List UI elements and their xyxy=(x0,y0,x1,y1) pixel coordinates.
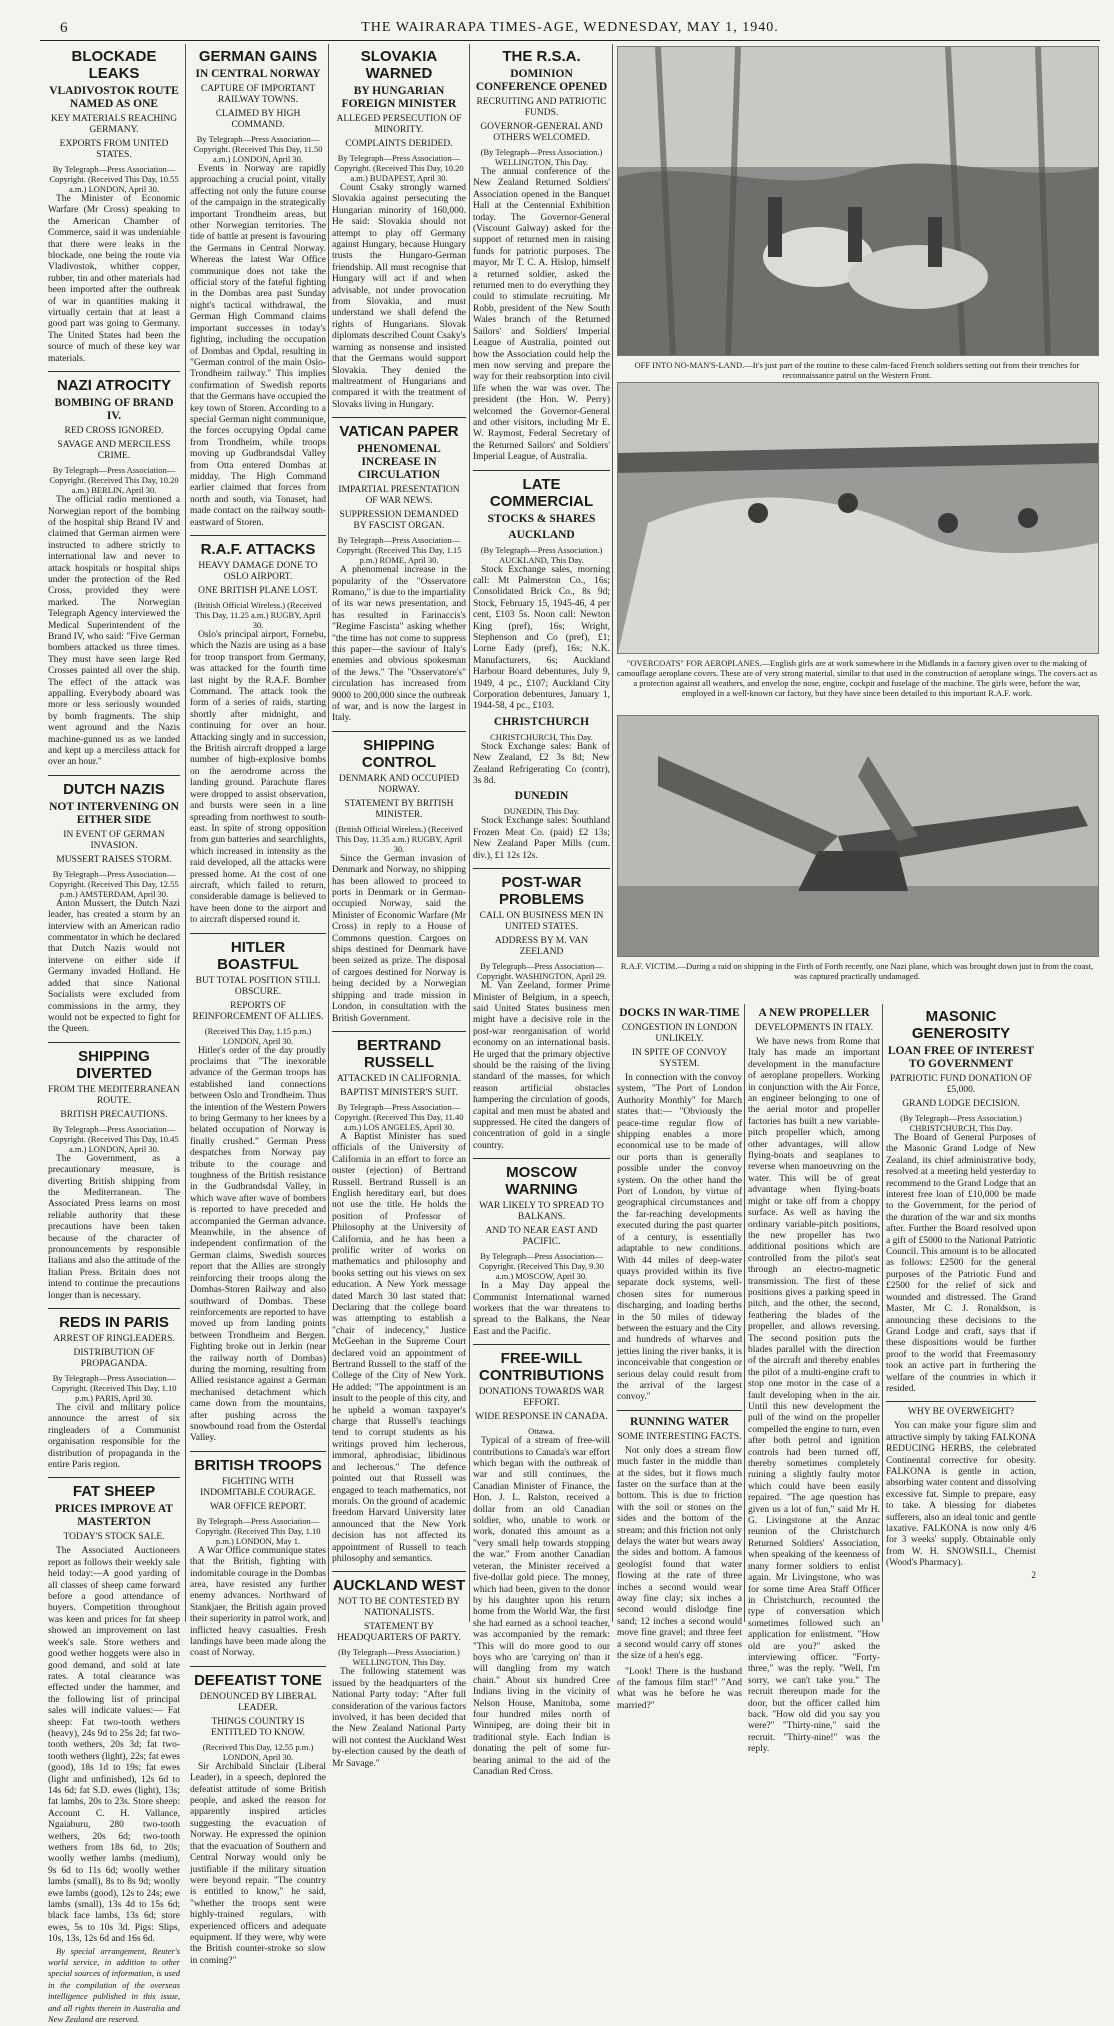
article-body: Typical of a stream of free-will contributions to Canada's war effort which began with the outbreak of war and still continues, the Canadian Minister of Finance, the Hon. J. L. Ralston, received a dollar from an old Canadian soldier, who, unable to work or work, donated this amount as a "very small help towards stopping the war." From another Canadian veteran, the Minister received a five-dollar gold piece. The money, which had been, given to the donor by his daughter upon his return home from the World War, the first she had earned as a school teacher, was accompanied by the remark: "This will do more good to our boys who are 'carrying on' than it will dangling from my watch chain." About six hundred Cree Indians living in the vicinity of Nelson House, Manitoba, some four hundred miles north of Winnipeg, are doing their bit in traditional style. Each Indian is donating the pelt of some fur-bearing animal to the aid of the Canadian Red Cross. xyxy=(473,1436,610,1777)
article-body: The Government, as a precautionary measure, is diverting British shipping from the Mediterranean. The Associated Press learns on most reliable authority that these precautions have been taken because of the character of pronouncements by responsible Italians and also the attitude of the Italian Press. Britain does not intend to continue the precautions longer than is necessary. xyxy=(48,1153,180,1301)
column-2 xyxy=(190,44,326,1966)
headline: BRITISH TROOPS xyxy=(194,1456,322,1474)
newspaper-title: THE WAIRARAPA TIMES-AGE, WEDNESDAY, MAY 1, 1940. xyxy=(361,20,779,35)
article-body: The annual conference of the New Zealand Returned Soldiers' Association opened in the Banquet Hall at the Centennial Exhibition today. The Governor-General (Viscount Galway) asked for the support of returned men in raising funds for patriotic purposes. The mayor, Mr T. C. A. Hislop, himself a returned soldier, asked the returned men to do everything they could to stimulate recruiting. Mr Robb, president of the New South Wales branch of the Returned Sailors' and Soldiers' Imperial League of Australia, pointed out how the Association could help the men now serving and prepare the way for their reabsorption into civil life when the war was over. The president (the Hon. W. Perry) welcomed the Governor-General and other visitors, including Mr E. W. Raymost, Federal Secretary of the Returned Sailors' and Soldiers' Imperial League, of Australia. xyxy=(473,167,610,463)
headline: GERMAN GAINS xyxy=(198,48,318,65)
divider xyxy=(332,417,466,418)
deck: REPORTS OF REINFORCEMENT OF ALLIES. xyxy=(192,1000,324,1022)
deck: BAPTIST MINISTER'S SUIT. xyxy=(340,1087,458,1098)
headline: VATICAN PAPER xyxy=(339,423,459,441)
headline: NAZI ATROCITY xyxy=(56,377,172,395)
deck: CALL ON BUSINESS MEN IN UNITED STATES. xyxy=(479,911,604,933)
deck: AND TO NEAR EAST AND PACIFIC. xyxy=(485,1226,598,1248)
divider xyxy=(473,868,610,869)
column-propeller xyxy=(748,1004,880,1755)
column-rule xyxy=(185,44,186,1622)
dateline: By Telegraph—Press Association—Copyright. (Received This Day, 12.55 p.m.) AMSTERDAM, April 30. xyxy=(49,868,179,899)
dateline: (British Official Wireless.) (Received This Day, 11.35 a.m.) RUGBY, April 30. xyxy=(335,823,463,854)
article-body: Stock Exchange sales, morning call: Mt Palmerston Co., 16s; Consolidated Brick Co., 8s 9d; Stock, February 15, 1945-46, 4 per cent, £103 5s. Noon call: Newton King (pref), 16s; Wright, Stephenson and Co (pref), £1; Lorne Eady (pref), 16s; N.K. Manufacturers, 6s; Auckland Harbour Board debentures, July 9, 1949, 4 pc., £107; Auckland City Corporation debentures, January 1, 1944-58, 4 pc., £103. xyxy=(473,564,610,712)
ad-headline: WHY BE OVERWEIGHT? xyxy=(907,1407,1015,1418)
dateline: DUNEDIN, This Day. xyxy=(503,806,580,817)
subheadline: BOMBING OF BRAND IV. xyxy=(54,397,174,423)
dateline: Ottawa. xyxy=(528,1426,555,1437)
article-fat-sheep xyxy=(48,1483,180,2025)
dateline: CHRISTCHURCH, This Day. xyxy=(490,731,593,742)
article-auckland-west xyxy=(332,1577,466,1770)
deck: CONGESTION IN LONDON UNLIKELY. xyxy=(621,1023,738,1044)
deck: GRAND LODGE DECISION. xyxy=(902,1099,1020,1109)
article-bertrand-russell xyxy=(332,1037,466,1565)
deck: MUSSERT RAISES STORM. xyxy=(56,854,172,865)
article-late-commercial xyxy=(473,476,610,863)
deck: IN EVENT OF GERMAN INVASION. xyxy=(63,829,165,851)
headline: BERTRAND RUSSELL xyxy=(356,1036,442,1071)
headline: SHIPPING CONTROL xyxy=(361,736,437,771)
footnote: By special arrangement, Reuter's world service, in addition to other special sources of information, is used in the compilation of the overseas intelligence published in this issue, and all rights therein in Australia and New Zealand are reserved. xyxy=(48,1945,180,2025)
headline: R.A.F. ATTACKS xyxy=(200,541,316,558)
article-body: A Baptist Minister has sued officials of the University of California in an effort to force an ouster (ejection) of Bertrand Russell. Bertrand Russell is an English hereditary earl, but does not use the title. He holds the position of Professor of Philosophy at the University of California, and he has been a prolific writer of works on mathematics and philosophy and books setting out his views on sex education. A New York message dated March 30 last stated that: Declaring that the college board was attempting to establish a "chair of indecency," Justice McGeehan in the Supreme Court declared void an appointment of Bertrand Russell to the staff of the College of the City of New York. He added: "The appointment is an insult to the people of this city, and he upheld a woman taxpayer's charge that Russell's teachings tend to corrupt students as his writings proved him lecherous, immoral, aphrodisiac, libidinous and lecherous." The defence pointed out that Russell was engaged to teach mathematics, not morals. On the ground of academic freedom Harvard University later announced that the New York decision has not affected its appointment of Russell to teach philosophy and semantics. xyxy=(332,1131,467,1564)
section-dunedin: DUNEDIN xyxy=(514,790,569,803)
article-body: We have news from Rome that Italy has made an important development in the manufacture of aeroplane propellers. Working in conjunction with the Air Force, an engineer belonging to one of the aerial motor and propeller factories has built a new variable-pitch propeller which, among other advantages, will allow flying-boats and seaplanes to reverse when manoeuvring on the water. This will be of great advantage when flying-boats might or take off from a choppy surface. As well as having the ordinary variable-pitch positions, the new propeller has two additional positions which are controlled from the pilot's seat through an electro-magnetic transmission. The first of these positions gives a parking speed in pitch, and the other, the second, feathering the blades of the propeller, and allows reversing. The second position puts the blades parallel with the direction of the aircraft and thereby enables the pilot of a multi-engine craft to stop one motor in the case of a fault developing when in the air. Until this new development the pull of the wind on the propeller compelled the engine to turn, even after both petrol and ignition controls had been turned off, thereby sometimes completely ruining a slightly faulty motor which could have been easily repaired. "The age question has given us a lot of fun," said Mr H. G. Livingstone at the Anzac reunion of the Christchurch Returned Soldiers' Association, when speaking of the keenness of many former soldiers to enlist again. Mr Livingstone, who was for some time Area Staff Officer in Christchurch, recounted the type of conversation which sometimes followed such an application for enlistment. "How old are you?" asked the interviewing officer. "Forty-three," was the reply. "Well, I'm sorry, we can't take you." The recruit thereupon made for the door, but the officer called him back. "How old did you say you were?" "Thirty-nine," said the recruit. "Thirty-nine!" was the reply. xyxy=(748,1037,880,1755)
article-body: Hitler's order of the day proudly proclaims that "The inexorable advance of the German troops has established land connections between Oslo and Trondheim. Thus the intention of the Western Powers to bring Germany to her knees by a belated occupation of Norway is finally crushed." German Press despatches from Norway pay tribute to the courage and toughness of the British resistance in the Gudbrandsdal Valley, in which wave after wave of bombers is reported to have preceded and accompanied the German advance. Meanwhile, in the absence of independent confirmation of the German claims, Swedish sources report that the Allies are strongly reinforcing their troops along the Dombas-Storen Railway and also southward of Dombas. These reinforcements are reported to have moved up from landing points between Trondheim and Bergen. Fighting broke out in Jerkin (near the railway north of Dombas) during the morning, resulting from Allied resistance against a German mechanised detachment which came down from the mountains, after pushing across the snowbound road from the Osterdal Valley. xyxy=(190,1045,326,1444)
divider xyxy=(190,535,326,536)
article-body: Events in Norway are rapidly approaching a crucial point, vitally affecting not only the future course of the campaign in the strategically important Trondheim areas, but other Norwegian territories. The tide of battle at present is favouring the Germans in Central Norway. Whereas the latest War Office communique does not take the official story of the fateful fighting in the Dombas area past Sunday night's tactical withdrawal, the German High Command claims important successes in today's fighting, including the occupation of Dombas and Opdal, resulting in "German control of the main Oslo-Trondheim railway." This implies confirmation of Swedish reports that the Germans have occupied the key town of Storen. According to a special German night communique, the forces occupying Opdal came from Trondheim, while troops moving up Gudbrandsdal Valley from Otta entered Dombas at midday. The High Command earlier claimed that forces from north and south, via Tonaset, had made contact on the railway south-eastward of Storen. xyxy=(190,164,326,528)
divider xyxy=(190,1451,326,1452)
column-4 xyxy=(473,44,610,1777)
article-body: The Board of General Purposes of the Masonic Grand Lodge of New Zealand, its chief administrative body, resolved at a meeting held yesterday to recommend to the Grand Lodge that an interest free loan of £10,000 be made to the Government, for the period of the duration of the war and six months after. Further the Board resolved upon a gift of £5000 to the National Patriotic Council. This amount is to be allocated as follows: £2500 for the general purposes of the Patriotic Fund and £2500 for the relief of sick and wounded and distressed. The Grand Master, Mr C. J. Ronaldson, is announcing these decisions to the Grand Lodge and craft, says that if these dispositions would be further proof to the world that Freemasonry took an active part in furthering the welfare of the countries in which it resided. xyxy=(886,1133,1036,1394)
headline: MASONIC GENEROSITY xyxy=(911,1008,1011,1042)
divider xyxy=(190,933,326,934)
advertisement-falkona xyxy=(886,1407,1036,1581)
subheadline: STOCKS & SHARES xyxy=(487,512,596,525)
deck: ARREST OF RINGLEADERS. xyxy=(53,1334,175,1344)
photo-block-2 xyxy=(617,382,1097,698)
dateline: (By Telegraph—Press Association.) WELLINGTON, This Day. xyxy=(338,1647,460,1668)
subheadline: PHENOMENAL INCREASE IN CIRCULATION xyxy=(357,443,441,482)
article-dutch-nazis xyxy=(48,781,180,1036)
article-vatican-paper xyxy=(332,423,466,725)
article-blockade-leaks xyxy=(48,48,180,365)
headline: AUCKLAND WEST xyxy=(332,1577,466,1595)
deck: WIDE RESPONSE IN CANADA. xyxy=(475,1412,608,1423)
headline: MOSCOW WARNING xyxy=(505,1164,578,1199)
dateline: By Telegraph—Press Association—Copyright. (Received This Day, 1.10 p.m.) PARIS, April 30. xyxy=(51,1373,177,1403)
column-rule xyxy=(328,44,329,1622)
article-body: The official radio mentioned a Norwegian report of the bombing of the hospital ship Brand IV and claimed that German airmen were instructed to adhere strictly to international law and never to attack hospitals or hospital ships under the protection of the Red Cross, provided they were marked. The Norwegian Telegraph Agency interviewed the Medical Superintendent of the Brand IV, who said: "Five German bombers attacked us three times. They must have seen large Red Crosses painted all over the ship. The effect of the attack was appalling. Everybody aboard was more or less seriously wounded by bomb fragments. The ship went aground and the Nazis machine-gunned us as we landed and kept up a merciless attack for over an hour." xyxy=(48,495,180,768)
headline: POST-WAR PROBLEMS xyxy=(498,874,584,909)
photo-caption: R.A.F. VICTIM.—During a raid on shipping in the Firth of Forth recently, one Nazi plane, which was brought down just in from the coast, was captured practically undamaged. xyxy=(620,961,1094,981)
subheadline: NOT INTERVENING ON EITHER SIDE xyxy=(49,800,179,826)
column-rule xyxy=(469,44,470,1622)
article-british-troops xyxy=(190,1457,326,1660)
divider xyxy=(332,731,466,732)
article-slovakia-warned xyxy=(332,48,466,411)
article-body: The following statement was issued by the headquarters of the National Party today: "After full consideration of the various factors involved, it has been decided that the New Zealand National Party will not contest the Auckland West by-election caused by the death of Mr Savage." xyxy=(332,1667,467,1769)
deck: IN SPITE OF CONVOY SYSTEM. xyxy=(631,1048,728,1069)
deck: PATRIOTIC FUND DONATION OF £5,000. xyxy=(890,1074,1032,1095)
article-body: A War Office communique states that the British, fighting with indomitable courage in the Dombas area, have resisted any further enemy advances. Northward of Stankjaer, the British again proved their superiority in patrol work, and inflicted heavy casualties. Fresh landings have been made along the coast of Norway. xyxy=(190,1545,326,1659)
dateline: (By Telegraph—Press Association.) WELLINGTON, This Day. xyxy=(480,147,603,167)
headline: A NEW PROPELLER xyxy=(758,1007,870,1019)
article-body: The Associated Auctioneers report as follows their weekly sale held today:—A good yarding of all classes of sheep came forward before a good attendance of buyers. Competition throughout was keen and prices for fat sheep showed an improvement on last week's sale. Store wethers and good wether hoggets were also in good demand, and sold at late rates. A total clearance was effected under the hammer, and the following list of principal sales will indicate values:— Fat sheep: Fat two-tooth wethers (heavy), 24s 9d to 25s 2d; fat two-tooth wethers, 20s 3d; fat two-tooth wethers (light), 22s; fat ewes (good), 18s 1d to 19s; fat ewes (light and unfinished), 12s 6d to 14s 6d; fat S.D. ewes (light), 13s; fat lambs, 20s to 23s. Store sheep: Account C. H. Vallance, Ngaiaburu, 280 two-tooth wethers, 20s 6d; two-tooth wethers from 18s 6d, to 20s; woolly wether lambs (medium), 9s 6d to 11s 6d; woolly wether lambs (small), 8s to 8s 9d; woolly ewe lambs (good), 12s to 24s; ewe lambs (small), 13s 4d to 15s 6d; black face lambs, 13s 6d; store ewes, 5s to 10s 3d. Pigs: Slips, 10s, 13s, 12s 6d and 16s 6d. xyxy=(48,1546,180,1945)
article-body: The civil and military police announce the arrest of six ringleaders of a Communist organisation responsible for the distribution of propaganda in the entire Paris region. xyxy=(48,1403,180,1471)
article-shipping-diverted xyxy=(48,1048,180,1302)
headline: DOCKS IN WAR-TIME xyxy=(619,1007,740,1019)
subheadline: LOAN FREE OF INTEREST TO GOVERNMENT xyxy=(887,1045,1035,1070)
deck: BUT TOTAL POSITION STILL OBSCURE. xyxy=(195,975,321,997)
photo-nazi-plane-image xyxy=(618,716,1098,956)
deck: SAVAGE AND MERCILESS CRIME. xyxy=(57,440,171,462)
photo-caption: "OVERCOATS" FOR AEROPLANES.—English girls are at work somewhere in the Midlands in a factory given over to the making of camouflage aeroplane covers. These are of very strong material, similar to that used in the construction of aeroplane wings. The covers act as a protection against all weathers, and envelop the nose, engine, cockpit and fuselage of the machine. The girls were, before the war, employed in a well-known car factory, but they have since been detailed to this important R.A.F. work. xyxy=(617,658,1097,698)
section-christchurch: CHRISTCHURCH xyxy=(493,715,590,728)
deck: FIGHTING WITH INDOMITABLE COURAGE. xyxy=(200,1476,316,1498)
article-masonic-generosity xyxy=(886,1008,1036,1395)
deck: HEAVY DAMAGE DONE TO OSLO AIRPORT. xyxy=(198,561,318,582)
subheadline: BY HUNGARIAN FOREIGN MINISTER xyxy=(341,85,457,110)
dateline: By Telegraph—Press Association—Copyright. (Received This Day, 10.55 a.m.) LONDON, April 30. xyxy=(49,164,179,194)
dateline: By Telegraph—Press Association—Copyright. (Received This Day, 1.15 p.m.) ROME, April 30. xyxy=(336,535,462,566)
deck: EXPORTS FROM UNITED STATES. xyxy=(59,139,169,160)
deck: DISTRIBUTION OF PROPAGANDA. xyxy=(73,1348,155,1369)
deck: DEVELOPMENTS IN ITALY. xyxy=(754,1023,874,1033)
headline: SHIPPING DIVERTED xyxy=(76,1047,152,1082)
photo-block-1 xyxy=(617,46,1097,380)
article-body: Sir Archibald Sinclair (Liberal Leader), in a speech, deplored the defeatist attitude of some British people, and asked the reason for apparently inspired articles suggesting the evacuation of Norway. He expressed the opinion that the evacuation of Southern and Central Norway would only be justifiable if the military situation were beyond repair. "The country is entitled to know," he said, "whether the troops sent were highly-trained regulars, with experienced officers and adequate equipment. If they were, why were the British counter-stroke so slow in coming?" xyxy=(190,1761,326,1966)
article-body: Anton Mussert, the Dutch Nazi leader, has created a storm by an interview with an American radio commentator in which he declared that Dutch Nazis would not intervene on either side if Germany invaded Holland. He added that since National Socialists were excluded from commissions in the army, they would not be expected to fight for the Queen. xyxy=(48,898,180,1035)
article-nazi-atrocity xyxy=(48,377,180,769)
deck: ONE BRITISH PLANE LOST. xyxy=(198,586,318,596)
dateline: By Telegraph—Press Association—Copyright. WASHINGTON, April 29. xyxy=(476,961,607,982)
headline: REDS IN PARIS xyxy=(59,1314,169,1331)
column-1 xyxy=(48,44,180,2025)
divider xyxy=(886,1401,1036,1402)
headline: FREE-WILL CONTRIBUTIONS xyxy=(479,1350,604,1385)
deck: BRITISH PRECAUTIONS. xyxy=(60,1109,168,1120)
divider xyxy=(48,1308,180,1309)
article-body: Count Csaky strongly warned Slovakia against persecuting the Hungarian minority of 160,000. He said: Slovakia should not attempt to play off Germany against Hungary, because Hungary trusts the Hungaro-German friendship. All must recognise that Hungary will act if and when advisable, not under provocation from Slovakia, and must understand we shall defend the rights of Hungarians. Slovak diplomats described Count Csaky's warning as nonsense and insisted that the Germans would support Slovakia. They denied the maltreatment of Hungarians and compared it with the treatment of Slovaks living in Hungary. xyxy=(332,183,466,410)
deck: ALLEGED PERSECUTION OF MINORITY. xyxy=(336,114,462,135)
deck: STATEMENT BY BRITISH MINISTER. xyxy=(344,798,454,820)
column-masonic xyxy=(886,1004,1036,1622)
dateline: By Telegraph—Press Association—Copyright. (Received This Day, 11.50 a.m.) LONDON, April 30. xyxy=(193,134,323,164)
photo-soldiers xyxy=(617,46,1099,356)
deck: RED CROSS IGNORED. xyxy=(64,426,164,437)
column-rule xyxy=(882,1004,883,1622)
headline: THE R.S.A. xyxy=(502,48,581,65)
headline: DUTCH NAZIS xyxy=(63,780,165,798)
article-raf-attacks xyxy=(190,541,326,927)
deck: IMPARTIAL PRESENTATION OF WAR NEWS. xyxy=(338,485,460,507)
deck: CAPTURE OF IMPORTANT RAILWAY TOWNS. xyxy=(200,84,316,105)
article-body: The Minister of Economic Warfare (Mr Cross) speaking to the American Chamber of Commerce, said it was undeniable that there were leaks in the blockade, one being the route via Vladivostok, whither copper, rubber, tin and other materials had been imported after the outbreak of war in quantities making it virtually certain that at least a good part was going to Germany. The United States had been the source of much of these key war materials. xyxy=(48,194,180,364)
dateline: By Telegraph—Press Association—Copyright. (Received This Day, 9.30 a.m.) MOSCOW, April 30. xyxy=(478,1251,605,1282)
dateline: By Telegraph—Press Association—Copyright. (Received This Day, 11.40 a.m.) LOS ANGELES, April 30. xyxy=(334,1101,464,1132)
article-body: Stock Exchange sales: Bank of New Zealand, £2 3s 8d; New Zealand Refrigerating Co (contr), 3s 8d. xyxy=(473,741,610,787)
deck: COMPLAINTS DERIDED. xyxy=(345,139,453,149)
article-body: In connection with the convoy system, "The Port of London Authority Monthly" for March states that:— "Obviously the peace-time regular flow of shipping enables a more economical use to be made of our ports than is generally possible under the convoy system. On the other hand the Port of London, by virtue of geographical circumstances and the far-reaching developments executed during the past quarter of a century, is essentially adaptable to new conditions. With 44 miles of deep-water quays provided within its five separate dock systems, well-chosen sites for numerous discharging, and loading berths in the 50 miles of tideway between the estuary and the City and hundreds of wharves and jetties lining the river banks, it is inconceivable that congestion or serious delay could result from the arrival of the largest convoy." xyxy=(617,1073,742,1403)
dateline: (Received This Day, 1.15 p.m.) LONDON, April 30. xyxy=(204,1025,312,1046)
photo-aeroplane-covers-image xyxy=(618,383,1098,653)
divider xyxy=(48,1042,180,1043)
dateline: By Telegraph—Press Association—Copyright. (Received This Day, 10.20 a.m.) BERLIN, April 30. xyxy=(49,465,179,496)
column-docks xyxy=(617,1004,742,1711)
subheadline: DOMINION CONFERENCE OPENED xyxy=(475,68,608,93)
photo-aeroplane-covers xyxy=(617,382,1099,654)
headline: DEFEATIST TONE xyxy=(194,1671,322,1689)
deck: RECRUITING AND PATRIOTIC FUNDS. xyxy=(476,97,607,118)
dateline: (By Telegraph—Press Association.) CHRISTCHURCH, This Day. xyxy=(900,1113,1022,1133)
divider xyxy=(473,1158,610,1159)
deck: ATTACKED IN CALIFORNIA. xyxy=(336,1073,462,1084)
article-post-war-problems xyxy=(473,874,610,1152)
headline: BLOCKADE LEAKS xyxy=(71,48,157,82)
subheadline: VLADIVOSTOK ROUTE NAMED AS ONE xyxy=(49,85,179,110)
deck: DENMARK AND OCCUPIED NORWAY. xyxy=(338,773,460,795)
deck: SOME INTERESTING FACTS. xyxy=(617,1431,742,1442)
article-body: Since the German invasion of Denmark and Norway, no shipping has been allowed to proceed to ports in Denmark or in German-occupied Norway, said the Minister of Economic Warfare (Mr Cross) in reply to a House of Commons question. Cargoes on ships destined for Denmark have been seized as prize. The disposal of cargoes destined for Norway is being decided by a Norwegian shipping and trade mission in London, in consultation with the British Government. xyxy=(332,853,466,1024)
article-body: M. Van Zeeland, former Prime Minister of Belgium, in a speech, said United States business men might have a decisive role in the post-war reorganisation of world economy on an international basis. He urged that the primary objective should be the raising of the living standard of the masses, for which reason artificial obstacles hampering the circulation of goods, capital and men must be abated and suppressed. He cited the dangers of concentration of gold in a single country. xyxy=(473,981,610,1151)
photo-nazi-plane xyxy=(617,715,1099,957)
photo-block-3 xyxy=(617,715,1097,981)
article-shipping-control xyxy=(332,737,466,1025)
deck: STATEMENT BY HEADQUARTERS OF PARTY. xyxy=(337,1622,461,1644)
deck: CLAIMED BY HIGH COMMAND. xyxy=(215,109,301,130)
divider xyxy=(48,775,180,776)
dateline: By Telegraph—Press Association—Copyright. (Received This Day, 1.10 p.m.) LONDON, May 1. xyxy=(195,1515,321,1546)
divider xyxy=(473,470,610,471)
headline: LATE COMMERCIAL xyxy=(489,475,594,510)
masthead xyxy=(40,18,1100,41)
column-rule xyxy=(612,44,613,1622)
column-rule xyxy=(744,1004,745,1622)
article-rsa xyxy=(473,48,610,464)
headline: FAT SHEEP xyxy=(72,1483,156,1501)
headline: SLOVAKIA WARNED xyxy=(360,48,438,82)
joke: "Look! There is the husband of the famous film star!" "And what was he before he was married?" xyxy=(617,1666,742,1711)
deck: THINGS COUNTRY IS ENTITLED TO KNOW. xyxy=(210,1716,306,1738)
section-auckland: AUCKLAND xyxy=(508,528,575,541)
divider xyxy=(190,1666,326,1667)
article-new-propeller xyxy=(748,1007,880,1756)
article-body: Stock Exchange sales: Southland Frozen Meat Co. (paid) £2 13s; New Zealand Paper Mills (cum. div.), £1 12s 12s. xyxy=(473,816,610,861)
divider xyxy=(48,1477,180,1478)
article-body: Not only does a stream flow much faster in the middle than at the sides, but it flows much faster on the surface than at the bottom. This is due to friction with the soil or stones on the sides and the bottom of the stream; and this friction not only delays the water but wears away the sides and bottom. A famous geologist found that water flowing at the rate of three inches a second would wear away fine clay; six inches a second would dislodge fine sand; 12 inches a second would move fine gravel; and three feet a second would carry off stones the size of a hen's egg. xyxy=(617,1445,742,1662)
deck: NOT TO BE CONTESTED BY NATIONALISTS. xyxy=(338,1597,460,1619)
ad-body: You can make your figure slim and attractive simply by taking FALKONA REDUCING HERBS, the celebrated Continental corrective for obesity. FALKONA is gentle in action, absorbing water content and dissolving excessive fat. Simple to prepare, easy to take. A blessing for diabetes sufferers, also an ideal tonic and gentle laxative. FALKONA is now only 4/6 for 3 weeks' supply. Obtainable only from W. H. SNOWSILL, Chemist (Wood's Pharmacy). xyxy=(886,1421,1036,1569)
dateline: (By Telegraph—Press Association.) AUCKLAND, This Day. xyxy=(480,544,603,565)
divider xyxy=(332,1571,466,1572)
article-hitler-boastful xyxy=(190,939,326,1445)
subheadline: PRICES IMPROVE AT MASTERTON xyxy=(55,1503,173,1529)
article-defeatist-tone xyxy=(190,1672,326,1967)
dateline: By Telegraph—Press Association—Copyright. (Received This Day, 10.20 a.m.) BUDAPEST, April 30. xyxy=(334,153,464,183)
subheadline: IN CENTRAL NORWAY xyxy=(195,68,321,80)
deck: ADDRESS BY M. VAN ZEELAND xyxy=(494,936,589,958)
deck: WAR LIKELY TO SPREAD TO BALKANS. xyxy=(479,1201,604,1223)
article-docks-in-war-time xyxy=(617,1007,742,1404)
divider xyxy=(473,1344,610,1345)
article-reds-in-paris xyxy=(48,1314,180,1471)
deck: DONATIONS TOWARDS WAR EFFORT. xyxy=(478,1387,605,1409)
deck: KEY MATERIALS REACHING GERMANY. xyxy=(50,114,178,135)
article-moscow-warning xyxy=(473,1164,610,1338)
page-number: 6 xyxy=(60,20,69,36)
dateline: (British Official Wireless.) (Received This Day, 11.25 a.m.) RUGBY, April 30. xyxy=(194,600,322,630)
dateline: (Received This Day, 12.55 p.m.) LONDON, April 30. xyxy=(202,1741,314,1762)
photo-caption: OFF INTO NO-MAN'S-LAND.—It's just part of the routine to these calm-faced French soldiers setting out from their trenches for reconnaissance patrol on the Western Front. xyxy=(634,360,1080,380)
deck: GOVERNOR-GENERAL AND OTHERS WELCOMED. xyxy=(480,122,603,143)
article-german-gains xyxy=(190,48,326,529)
page-marker: 2 xyxy=(1031,1569,1036,1580)
article-body: In a May Day appeal the Communist International warned workers that the war threatens to spread to the Balkans, the Near East and the Pacific. xyxy=(473,1281,610,1337)
deck: TODAY'S STOCK SALE. xyxy=(63,1532,165,1543)
article-body: A phenomenal increase in the popularity of the "Osservatore Romano," is due to the impartiality of its war news presentation, and has resulted in Farinaccis's "Regime Fascista" asking whether "the time has not come to suppress this paper—the saviour of Italy's enemies and obvious spokesman of the Jews." The "Osservatore's" circulation has increased from 9000 to 200,000 since the outbreak of war, and is now the largest in Italy. xyxy=(332,565,466,724)
deck: DENOUNCED BY LIBERAL LEADER. xyxy=(199,1691,317,1713)
article-free-will-contributions xyxy=(473,1350,610,1778)
deck: FROM THE MEDITERRANEAN ROUTE. xyxy=(48,1084,180,1106)
column-3 xyxy=(332,44,467,1769)
headline: HITLER BOASTFUL xyxy=(217,938,299,973)
dateline: By Telegraph—Press Association—Copyright. (Received This Day, 10.45 a.m.) LONDON, April 30. xyxy=(49,1123,179,1154)
deck: WAR OFFICE REPORT. xyxy=(209,1501,307,1512)
article-body: Oslo's principal airport, Fornebu, which the Nazis are using as a base for troop transport from Germany, was attacked for the fourth time last night by the R.A.F. Bomber Command. The attack took the form of a series of raids, starting shortly after midnight, and continuing for over an hour. Attacking singly and in succession, the British aircraft dropped a large number of high-explosive bombs on the aerodrome across the landing ground. Parachute flares were dropped to assist observation, and bursts were seen in a line spreading from northwest to south-east. In spite of strong opposition from gun batteries and searchlights, which increased in intensity as the raid developed, all the attacks were pressed home. At the cost of one aircraft, which failed to return, considerable damage is believed to have been done to the airport and to aircraft dispersed round it. xyxy=(190,630,326,926)
divider xyxy=(48,371,180,372)
divider xyxy=(332,1031,466,1032)
deck: SUPPRESSION DEMANDED BY FASCIST ORGAN. xyxy=(339,510,459,532)
article-running-water xyxy=(617,1416,742,1712)
headline: RUNNING WATER xyxy=(630,1415,729,1428)
divider xyxy=(617,1410,742,1411)
photo-soldiers-image xyxy=(618,47,1098,355)
